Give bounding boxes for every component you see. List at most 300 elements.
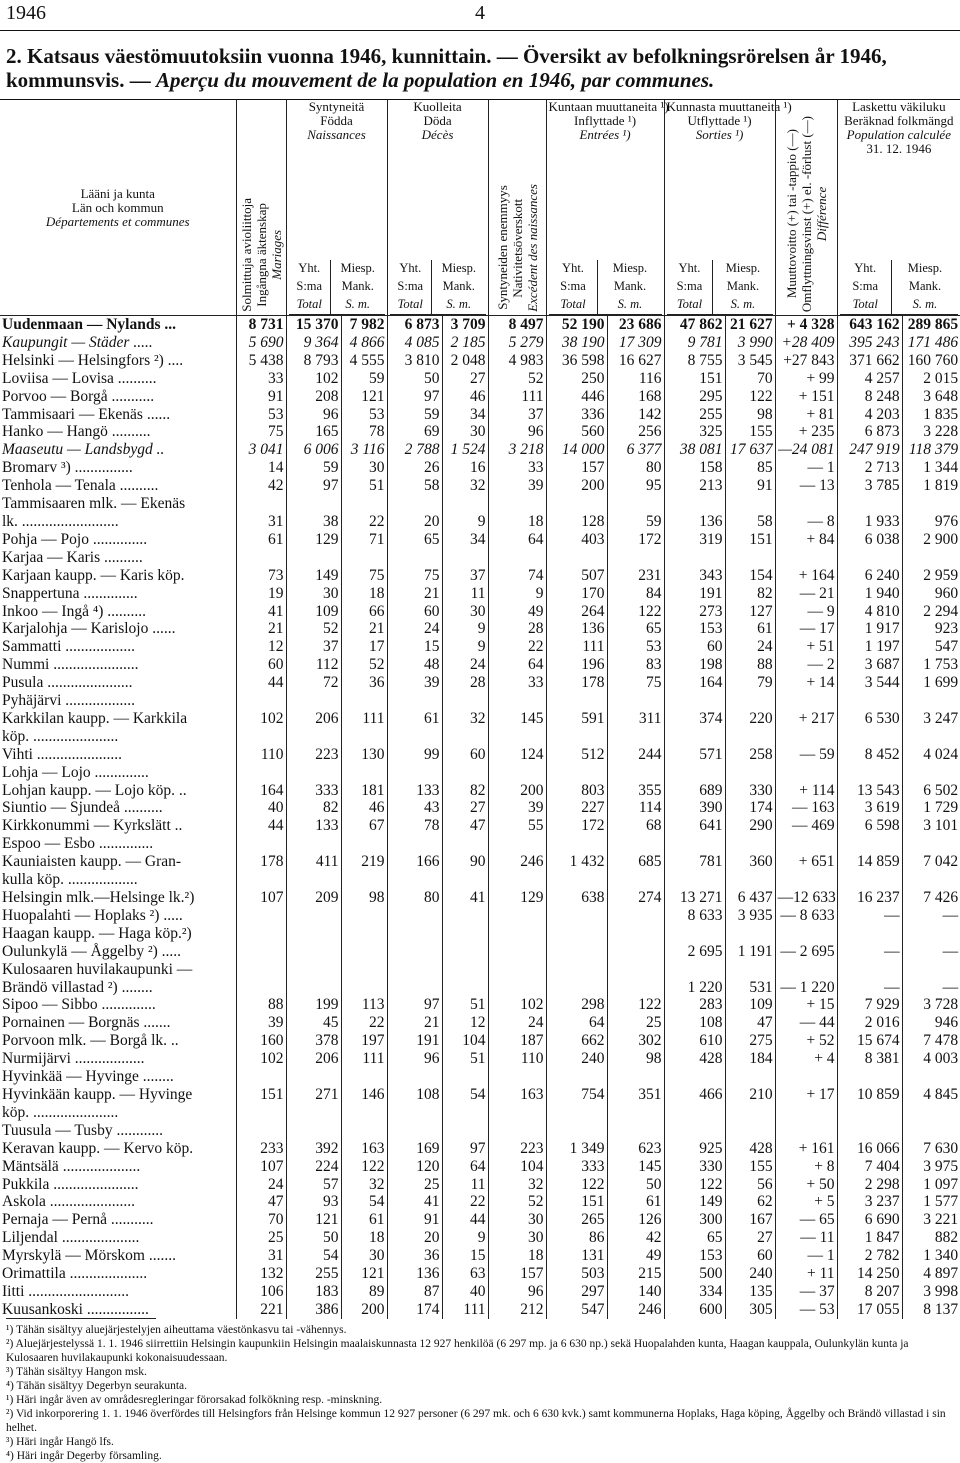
cell: 102 — [236, 710, 286, 728]
cell: 49 — [607, 1247, 664, 1265]
cell — [902, 692, 960, 710]
cell: + 4 — [775, 1050, 837, 1068]
cell: 689 — [664, 782, 725, 800]
cell — [442, 835, 488, 853]
cell — [341, 1104, 387, 1122]
cell: 122 — [725, 388, 775, 406]
cell: — 1 — [775, 1247, 837, 1265]
cell: 302 — [607, 1032, 664, 1050]
cell: — 11 — [775, 1229, 837, 1247]
cell: 57 — [286, 1176, 341, 1194]
table-row — [0, 1176, 960, 1194]
cell — [341, 495, 387, 513]
cell: 16 237 — [837, 889, 902, 907]
cell: 7 426 — [902, 889, 960, 907]
cell: 96 — [488, 1283, 546, 1301]
cell — [488, 692, 546, 710]
cell: 600 — [664, 1301, 725, 1319]
footnotes — [6, 1318, 956, 1463]
cell — [286, 1104, 341, 1122]
row-label: Tenhola — Tenala .......... — [2, 477, 159, 495]
cell: 55 — [488, 817, 546, 835]
cell: 80 — [607, 459, 664, 477]
cell: 3 619 — [837, 799, 902, 817]
cell: 160 760 — [902, 352, 960, 370]
cell — [341, 835, 387, 853]
header-deaths: Kuolleita Döda Décès Yht. S:ma Total Miesp. Mank. S. m. — [387, 100, 488, 316]
cell: 136 — [387, 1265, 442, 1283]
population-table — [0, 100, 960, 1319]
cell: 78 — [341, 423, 387, 441]
table-row — [0, 477, 960, 495]
cell: 8 207 — [837, 1283, 902, 1301]
cell: 925 — [664, 1140, 725, 1158]
cell — [902, 1122, 960, 1140]
cell: 95 — [607, 477, 664, 495]
cell: 923 — [902, 620, 960, 638]
cell: 197 — [341, 1032, 387, 1050]
cell: 6 437 — [725, 889, 775, 907]
cell: 466 — [664, 1086, 725, 1104]
cell — [902, 764, 960, 782]
cell: 30 — [341, 1247, 387, 1265]
cell: 52 190 — [546, 316, 607, 334]
table-row — [0, 495, 960, 513]
cell — [387, 961, 442, 979]
cell: 30 — [488, 1229, 546, 1247]
cell: 531 — [725, 979, 775, 997]
cell — [607, 764, 664, 782]
cell: 171 486 — [902, 334, 960, 352]
row-label: Siuntio — Sjundeå .......... — [2, 799, 163, 817]
cell: 50 — [387, 370, 442, 388]
cell — [546, 979, 607, 997]
cell: 71 — [341, 531, 387, 549]
cell: 75 — [387, 567, 442, 585]
cell: 62 — [725, 1193, 775, 1211]
cell: 507 — [546, 567, 607, 585]
cell: 149 — [286, 567, 341, 585]
row-label: Oulunkylä — Åggelby ²) ..... — [2, 942, 181, 960]
cell: 98 — [607, 1050, 664, 1068]
cell: 240 — [546, 1050, 607, 1068]
cell — [341, 1122, 387, 1140]
table-row — [0, 710, 960, 728]
row-label: kulla köp. .................. — [2, 871, 138, 889]
cell — [775, 835, 837, 853]
cell: 246 — [607, 1301, 664, 1319]
cell: 102 — [236, 1050, 286, 1068]
cell — [442, 728, 488, 746]
cell: — 37 — [775, 1283, 837, 1301]
cell — [341, 943, 387, 961]
cell: 12 — [442, 1014, 488, 1032]
cell — [664, 961, 725, 979]
table-row — [0, 441, 960, 459]
cell: + 50 — [775, 1176, 837, 1194]
cell: 64 — [488, 656, 546, 674]
cell — [837, 1122, 902, 1140]
cell: 23 686 — [607, 316, 664, 334]
cell: 16 627 — [607, 352, 664, 370]
cell: — — [902, 943, 960, 961]
cell: 50 — [286, 1229, 341, 1247]
cell: 22 — [442, 1193, 488, 1211]
cell: 111 — [488, 388, 546, 406]
cell: 212 — [488, 1301, 546, 1319]
cell — [387, 835, 442, 853]
cell — [442, 692, 488, 710]
cell — [607, 835, 664, 853]
cell: 208 — [286, 388, 341, 406]
cell — [236, 871, 286, 889]
cell: 39 — [488, 799, 546, 817]
row-label: Maaseutu — Landsbygd .. — [2, 441, 165, 459]
cell: 6 873 — [387, 316, 442, 334]
cell: — 53 — [775, 1301, 837, 1319]
cell: 1 940 — [837, 585, 902, 603]
table-row — [0, 1283, 960, 1301]
cell: 2 015 — [902, 370, 960, 388]
table-row — [0, 334, 960, 352]
cell: 9 364 — [286, 334, 341, 352]
cell: 118 379 — [902, 441, 960, 459]
cell: 392 — [286, 1140, 341, 1158]
cell: 5 279 — [488, 334, 546, 352]
cell: 60 — [236, 656, 286, 674]
row-label: Mäntsälä .................... — [2, 1157, 141, 1175]
cell: 42 — [607, 1229, 664, 1247]
cell: 33 — [488, 674, 546, 692]
row-label: Haagan kaupp. — Haga köp.²) — [2, 924, 192, 942]
cell: 1 917 — [837, 620, 902, 638]
cell — [775, 1122, 837, 1140]
cell: 104 — [488, 1158, 546, 1176]
cell: + 651 — [775, 853, 837, 871]
cell: 15 — [387, 638, 442, 656]
cell: 28 — [442, 674, 488, 692]
cell: 66 — [341, 603, 387, 621]
header-outmig-title: Kunnasta muuttaneita ¹) Utflyttade ¹) Sorties ¹) — [666, 99, 792, 143]
cell: 30 — [488, 1211, 546, 1229]
cell: 121 — [341, 1265, 387, 1283]
cell — [546, 495, 607, 513]
cell — [341, 728, 387, 746]
cell: 334 — [664, 1283, 725, 1301]
cell: 167 — [725, 1211, 775, 1229]
cell: 9 — [442, 620, 488, 638]
table-row — [0, 620, 960, 638]
cell: 662 — [546, 1032, 607, 1050]
cell — [442, 1068, 488, 1086]
cell: 17 055 — [837, 1301, 902, 1319]
cell — [837, 1104, 902, 1122]
cell — [341, 692, 387, 710]
row-label: Nurmijärvi .................. — [2, 1050, 145, 1068]
cell — [387, 943, 442, 961]
cell — [387, 495, 442, 513]
cell: 91 — [236, 388, 286, 406]
cell — [286, 835, 341, 853]
cell: 319 — [664, 531, 725, 549]
row-label: Karjalohja — Karislojo ...... — [2, 620, 176, 638]
cell: 127 — [725, 603, 775, 621]
cell — [341, 961, 387, 979]
footnote: ²) Aluejärjestelyssä 1. 1. 1946 siirrettiin Helsingin kaupunkiin Helsingin maalaiskunnasta 12 927 henkilöä (6 297 mp. ja 6 630 np.) sekä Huopalahden kunta, Haagan kauppala, Oulunkylän kunta ja Kulosaaren huvilakaupunki kokonaisuudessaan. — [6, 1338, 909, 1364]
header-area-fr: Départements et communes — [45, 213, 190, 229]
cell: 4 257 — [837, 370, 902, 388]
cell: 75 — [341, 567, 387, 585]
cell: — 1 220 — [775, 979, 837, 997]
table-row — [0, 352, 960, 370]
table-row — [0, 979, 960, 997]
cell: 4 085 — [387, 334, 442, 352]
row-label: Kulosaaren huvilakaupunki — — [2, 960, 193, 978]
cell: 374 — [664, 710, 725, 728]
row-label: Espoo — Esbo .............. — [2, 835, 154, 853]
cell: 946 — [902, 1014, 960, 1032]
cell — [442, 549, 488, 567]
table-row — [0, 1086, 960, 1104]
cell — [902, 1104, 960, 1122]
cell: 174 — [725, 799, 775, 817]
cell: — — [837, 979, 902, 997]
cell — [442, 1104, 488, 1122]
cell — [902, 1068, 960, 1086]
cell: 25 — [236, 1229, 286, 1247]
cell — [902, 728, 960, 746]
cell — [607, 549, 664, 567]
row-label: Hyvinkää — Hyvinge ........ — [2, 1068, 174, 1086]
cell: 38 — [286, 513, 341, 531]
header-rule — [0, 30, 960, 31]
cell: 48 — [387, 656, 442, 674]
cell: 685 — [607, 853, 664, 871]
cell: 149 — [664, 1193, 725, 1211]
cell: 36 — [387, 1247, 442, 1265]
table-row — [0, 764, 960, 782]
cell — [286, 925, 341, 943]
table-row — [0, 1247, 960, 1265]
cell: + 235 — [775, 423, 837, 441]
row-label: Lohja — Lojo .............. — [2, 763, 149, 781]
cell: 31 — [236, 1247, 286, 1265]
cell: 3 544 — [837, 674, 902, 692]
cell — [775, 1104, 837, 1122]
cell — [546, 961, 607, 979]
cell: 11 — [442, 585, 488, 603]
cell: 1 340 — [902, 1247, 960, 1265]
row-label: lk. ......................... — [2, 512, 119, 530]
cell: 133 — [286, 817, 341, 835]
cell: 6 873 — [837, 423, 902, 441]
cell: 12 — [236, 638, 286, 656]
cell: 80 — [387, 889, 442, 907]
cell — [387, 1068, 442, 1086]
cell: 166 — [387, 853, 442, 871]
cell: 32 — [488, 1176, 546, 1194]
cell — [725, 871, 775, 889]
cell — [725, 1104, 775, 1122]
cell: 6 377 — [607, 441, 664, 459]
cell: 351 — [607, 1086, 664, 1104]
cell: 30 — [442, 603, 488, 621]
header-marriages — [236, 100, 286, 316]
cell: 1 197 — [837, 638, 902, 656]
cell: 24 — [387, 620, 442, 638]
cell — [664, 925, 725, 943]
cell — [546, 1104, 607, 1122]
cell — [775, 961, 837, 979]
table-row — [0, 1068, 960, 1086]
cell: 21 — [387, 585, 442, 603]
cell: 18 — [341, 1229, 387, 1247]
cell: 200 — [341, 1301, 387, 1319]
cell: 220 — [725, 710, 775, 728]
cell: 325 — [664, 423, 725, 441]
cell — [387, 979, 442, 997]
cell: 75 — [607, 674, 664, 692]
cell: 109 — [725, 996, 775, 1014]
cell: 97 — [387, 996, 442, 1014]
cell: 17 — [341, 638, 387, 656]
cell: 30 — [286, 585, 341, 603]
cell: 28 — [488, 620, 546, 638]
cell: 781 — [664, 853, 725, 871]
cell: 18 — [488, 1247, 546, 1265]
table-row — [0, 423, 960, 441]
header-outmigration: Kunnasta muuttaneita ¹) Utflyttade ¹) Sorties ¹) Yht. S:ma Total Miesp. Mank. S. m. — [664, 100, 775, 316]
cell: 4 866 — [341, 334, 387, 352]
cell: 395 243 — [837, 334, 902, 352]
cell: 290 — [725, 817, 775, 835]
cell: 124 — [488, 746, 546, 764]
cell: 25 — [387, 1176, 442, 1194]
cell — [286, 943, 341, 961]
cell — [387, 907, 442, 925]
cell: 4 003 — [902, 1050, 960, 1068]
cell — [607, 1068, 664, 1086]
cell: 19 — [236, 585, 286, 603]
cell: 3 247 — [902, 710, 960, 728]
cell — [664, 835, 725, 853]
cell — [236, 1104, 286, 1122]
cell: 3 810 — [387, 352, 442, 370]
cell: 30 — [442, 423, 488, 441]
cell: 2 713 — [837, 459, 902, 477]
cell: 44 — [442, 1211, 488, 1229]
cell: 38 190 — [546, 334, 607, 352]
footnote: ¹) Häri ingår även av områdesregleringar förorsakad folkökning resp. -minskning. — [6, 1394, 383, 1406]
cell: 88 — [725, 656, 775, 674]
row-label: Hyvinkään kaupp. — Hyvinge — [2, 1085, 193, 1103]
cell: 1 835 — [902, 406, 960, 424]
table-row — [0, 746, 960, 764]
cell — [236, 728, 286, 746]
cell: 571 — [664, 746, 725, 764]
cell — [442, 495, 488, 513]
cell: 47 — [442, 817, 488, 835]
cell: 59 — [607, 513, 664, 531]
row-label: Tammisaari — Ekenäs ...... — [2, 405, 171, 423]
cell: 157 — [546, 459, 607, 477]
cell: + 217 — [775, 710, 837, 728]
cell: 428 — [664, 1050, 725, 1068]
cell — [387, 692, 442, 710]
cell: 13 271 — [664, 889, 725, 907]
cell — [837, 871, 902, 889]
cell: — 469 — [775, 817, 837, 835]
cell: 145 — [488, 710, 546, 728]
cell: 34 — [442, 406, 488, 424]
cell: 221 — [236, 1301, 286, 1319]
cell — [387, 1104, 442, 1122]
cell — [387, 925, 442, 943]
cell — [725, 495, 775, 513]
cell: 111 — [341, 710, 387, 728]
cell — [341, 1068, 387, 1086]
cell: 1 432 — [546, 853, 607, 871]
cell: 17 637 — [725, 441, 775, 459]
row-label: Inkoo — Ingå ⁴) .......... — [2, 602, 147, 620]
table-row — [0, 692, 960, 710]
cell: 8 497 — [488, 316, 546, 334]
cell: 64 — [546, 1014, 607, 1032]
cell: 333 — [286, 782, 341, 800]
header-difference — [775, 100, 837, 316]
cell — [442, 871, 488, 889]
cell: 1 847 — [837, 1229, 902, 1247]
cell: 8 633 — [664, 907, 725, 925]
cell: 51 — [442, 1050, 488, 1068]
cell: 41 — [236, 603, 286, 621]
cell: 153 — [664, 620, 725, 638]
cell — [488, 925, 546, 943]
cell — [341, 871, 387, 889]
cell: 206 — [286, 1050, 341, 1068]
cell: 187 — [488, 1032, 546, 1050]
cell: 271 — [286, 1086, 341, 1104]
footnote: ²) Vid inkorporering 1. 1. 1946 överfördes till Helsingfors från Helsinge kommun 12 927 personer (6 297 mk. och 6 630 kvk.) samt kommunerna Hoplaks, Haga köping, Åggelby och Brändö villastad i sin helhet. — [6, 1408, 946, 1434]
cell: 10 859 — [837, 1086, 902, 1104]
cell: 206 — [286, 710, 341, 728]
cell: 256 — [607, 423, 664, 441]
cell: 54 — [442, 1086, 488, 1104]
cell — [837, 925, 902, 943]
cell: 336 — [546, 406, 607, 424]
cell: 133 — [387, 782, 442, 800]
row-label: Askola ...................... — [2, 1193, 136, 1211]
cell: 37 — [442, 567, 488, 585]
cell: 164 — [664, 674, 725, 692]
cell: 1 524 — [442, 441, 488, 459]
cell: 191 — [387, 1032, 442, 1050]
cell: + 15 — [775, 996, 837, 1014]
cell: 210 — [725, 1086, 775, 1104]
row-label: Kirkkonummi — Kyrkslätt .. — [2, 817, 183, 835]
cell: 69 — [387, 423, 442, 441]
cell: 126 — [607, 1211, 664, 1229]
table-row — [0, 316, 960, 334]
cell: 26 — [387, 459, 442, 477]
cell — [775, 925, 837, 943]
cell: 18 — [488, 513, 546, 531]
cell: 132 — [236, 1265, 286, 1283]
row-label: Loviisa — Lovisa .......... — [2, 369, 157, 387]
cell: 79 — [725, 674, 775, 692]
cell: 164 — [236, 782, 286, 800]
cell — [607, 692, 664, 710]
